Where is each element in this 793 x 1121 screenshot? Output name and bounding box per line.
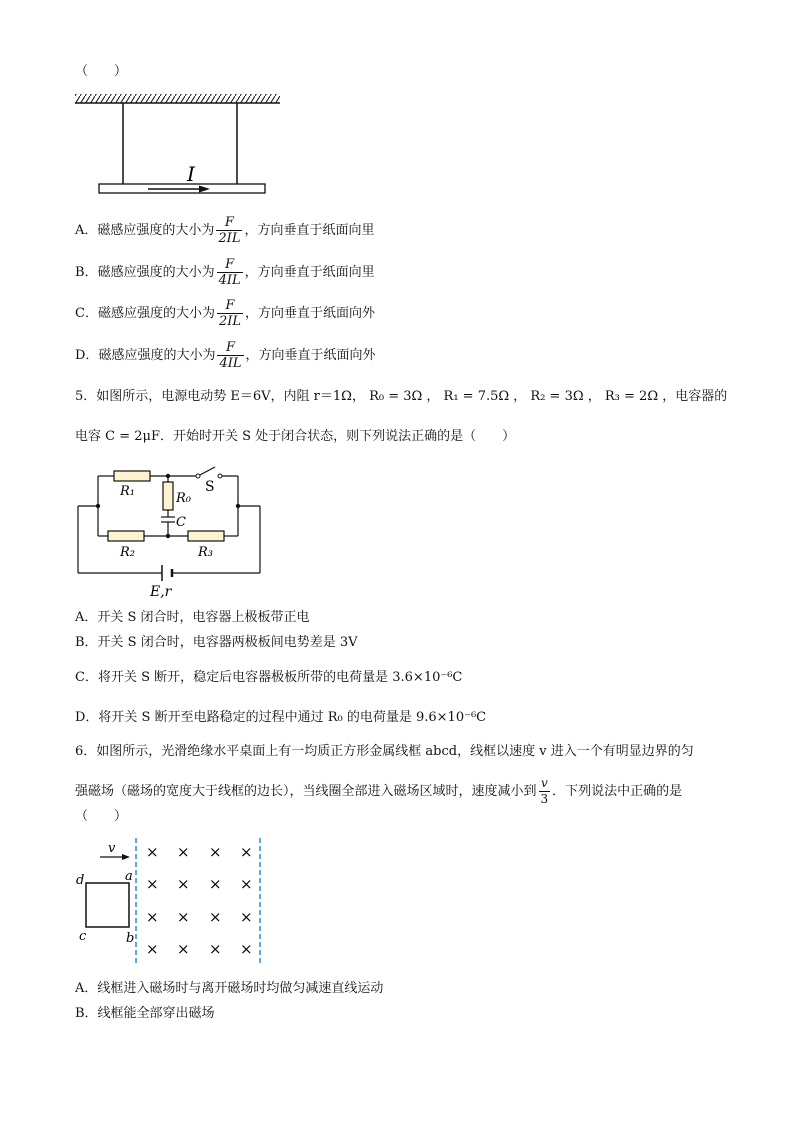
label-source: E,r	[150, 584, 172, 600]
resistor-r1	[114, 471, 150, 481]
label-r1: R₁	[120, 484, 135, 499]
field-cross: ×	[209, 940, 222, 958]
label-c-corner: c	[79, 929, 87, 944]
label-r0: R₀	[176, 491, 191, 506]
field-cross: ×	[240, 843, 253, 861]
q4-option-c: C．磁感应强度的大小为 $\frac{F}{2IL}$ ，方向垂直于纸面向外	[75, 298, 376, 329]
field-cross: ×	[240, 875, 253, 893]
q6-option-b: B．线框能全部穿出磁场	[75, 1006, 215, 1021]
field-cross: ×	[209, 843, 222, 861]
field-cross: ×	[177, 843, 190, 861]
field-cross: ×	[146, 843, 159, 861]
label-r2: R₂	[120, 545, 135, 560]
field-cross: ×	[146, 875, 159, 893]
q6-stem-line1: 6．如图所示，光滑绝缘水平桌面上有一均质正方形金属线框 abcd，线框以速度 v 进入一个有明显边界的匀	[75, 744, 694, 759]
field-cross: ×	[146, 908, 159, 926]
switch-contact	[218, 474, 222, 478]
velocity-arrowhead	[122, 854, 130, 860]
q4-answer-paren: （ ）	[75, 64, 128, 79]
ceiling-hatch	[75, 94, 280, 103]
q5-option-b: B．开关 S 闭合时，电容器两极板间电势差是 3V	[75, 635, 358, 650]
field-cross: ×	[177, 908, 190, 926]
label-b: b	[126, 931, 135, 946]
q5-stem-line2: 电容 C = 2μF．开始时开关 S 处于闭合状态，则下列说法正确的是（ ）	[75, 429, 516, 444]
label-d: d	[76, 873, 85, 888]
square-frame	[86, 883, 129, 927]
junction-dot	[236, 504, 240, 508]
label-s: S	[205, 479, 215, 495]
resistor-r0	[163, 482, 173, 510]
resistor-r2	[108, 531, 144, 541]
label-v: v	[108, 841, 116, 856]
q4-option-d: D．磁感应强度的大小为 $\frac{F}{4IL}$ ，方向垂直于纸面向外	[75, 340, 376, 371]
q4-option-a: A．磁感应强度的大小为 $\frac{F}{2IL}$ ，方向垂直于纸面向里	[75, 215, 375, 246]
field-cross: ×	[209, 908, 222, 926]
q6-option-a: A．线框进入磁场时与离开磁场时均做匀减速直线运动	[75, 981, 384, 996]
q5-option-a: A．开关 S 闭合时，电容器上极板带正电	[75, 610, 310, 625]
q5-stem-line1: 5．如图所示，电源电动势 E＝6V，内阻 r＝1Ω， R₀ = 3Ω ， R₁ = 7.5Ω ， R₂ = 3Ω ， R₃ = 2Ω ，电容器的	[75, 389, 728, 404]
q6-magnetic-field-figure	[72, 836, 272, 968]
field-crosses	[146, 843, 253, 958]
q5-option-d: D．将开关 S 断开至电路稳定的过程中通过 R₀ 的电荷量是 9.6×10⁻⁶C	[75, 710, 487, 725]
field-cross: ×	[209, 875, 222, 893]
label-c: C	[176, 515, 186, 530]
label-r3: R₃	[198, 545, 213, 560]
field-cross: ×	[177, 940, 190, 958]
q6-stem-line2: 强磁场（磁场的宽度大于线框的边长），当线圈全部进入磁场区域时，速度减小到 $\frac{v}{3}$ ．下列说法中正确的是	[75, 776, 683, 806]
junction-dot	[96, 504, 100, 508]
current-label: I	[187, 162, 195, 186]
label-a: a	[125, 869, 133, 884]
field-cross: ×	[177, 875, 190, 893]
field-cross: ×	[146, 940, 159, 958]
field-cross: ×	[240, 940, 253, 958]
switch-contact	[196, 474, 200, 478]
q6-answer-paren: （ ）	[75, 809, 128, 824]
q5-option-c: C．将开关 S 断开，稳定后电容器极板所带的电荷量是 3.6×10⁻⁶C	[75, 670, 463, 685]
junction-dot	[166, 474, 170, 478]
q5-circuit-diagram	[70, 460, 270, 600]
resistor-r3	[188, 531, 224, 541]
field-cross: ×	[240, 908, 253, 926]
q4-option-b: B．磁感应强度的大小为 $\frac{F}{4IL}$ ，方向垂直于纸面向里	[75, 257, 375, 288]
junction-dot	[166, 534, 170, 538]
q4-rod-figure	[70, 88, 285, 200]
